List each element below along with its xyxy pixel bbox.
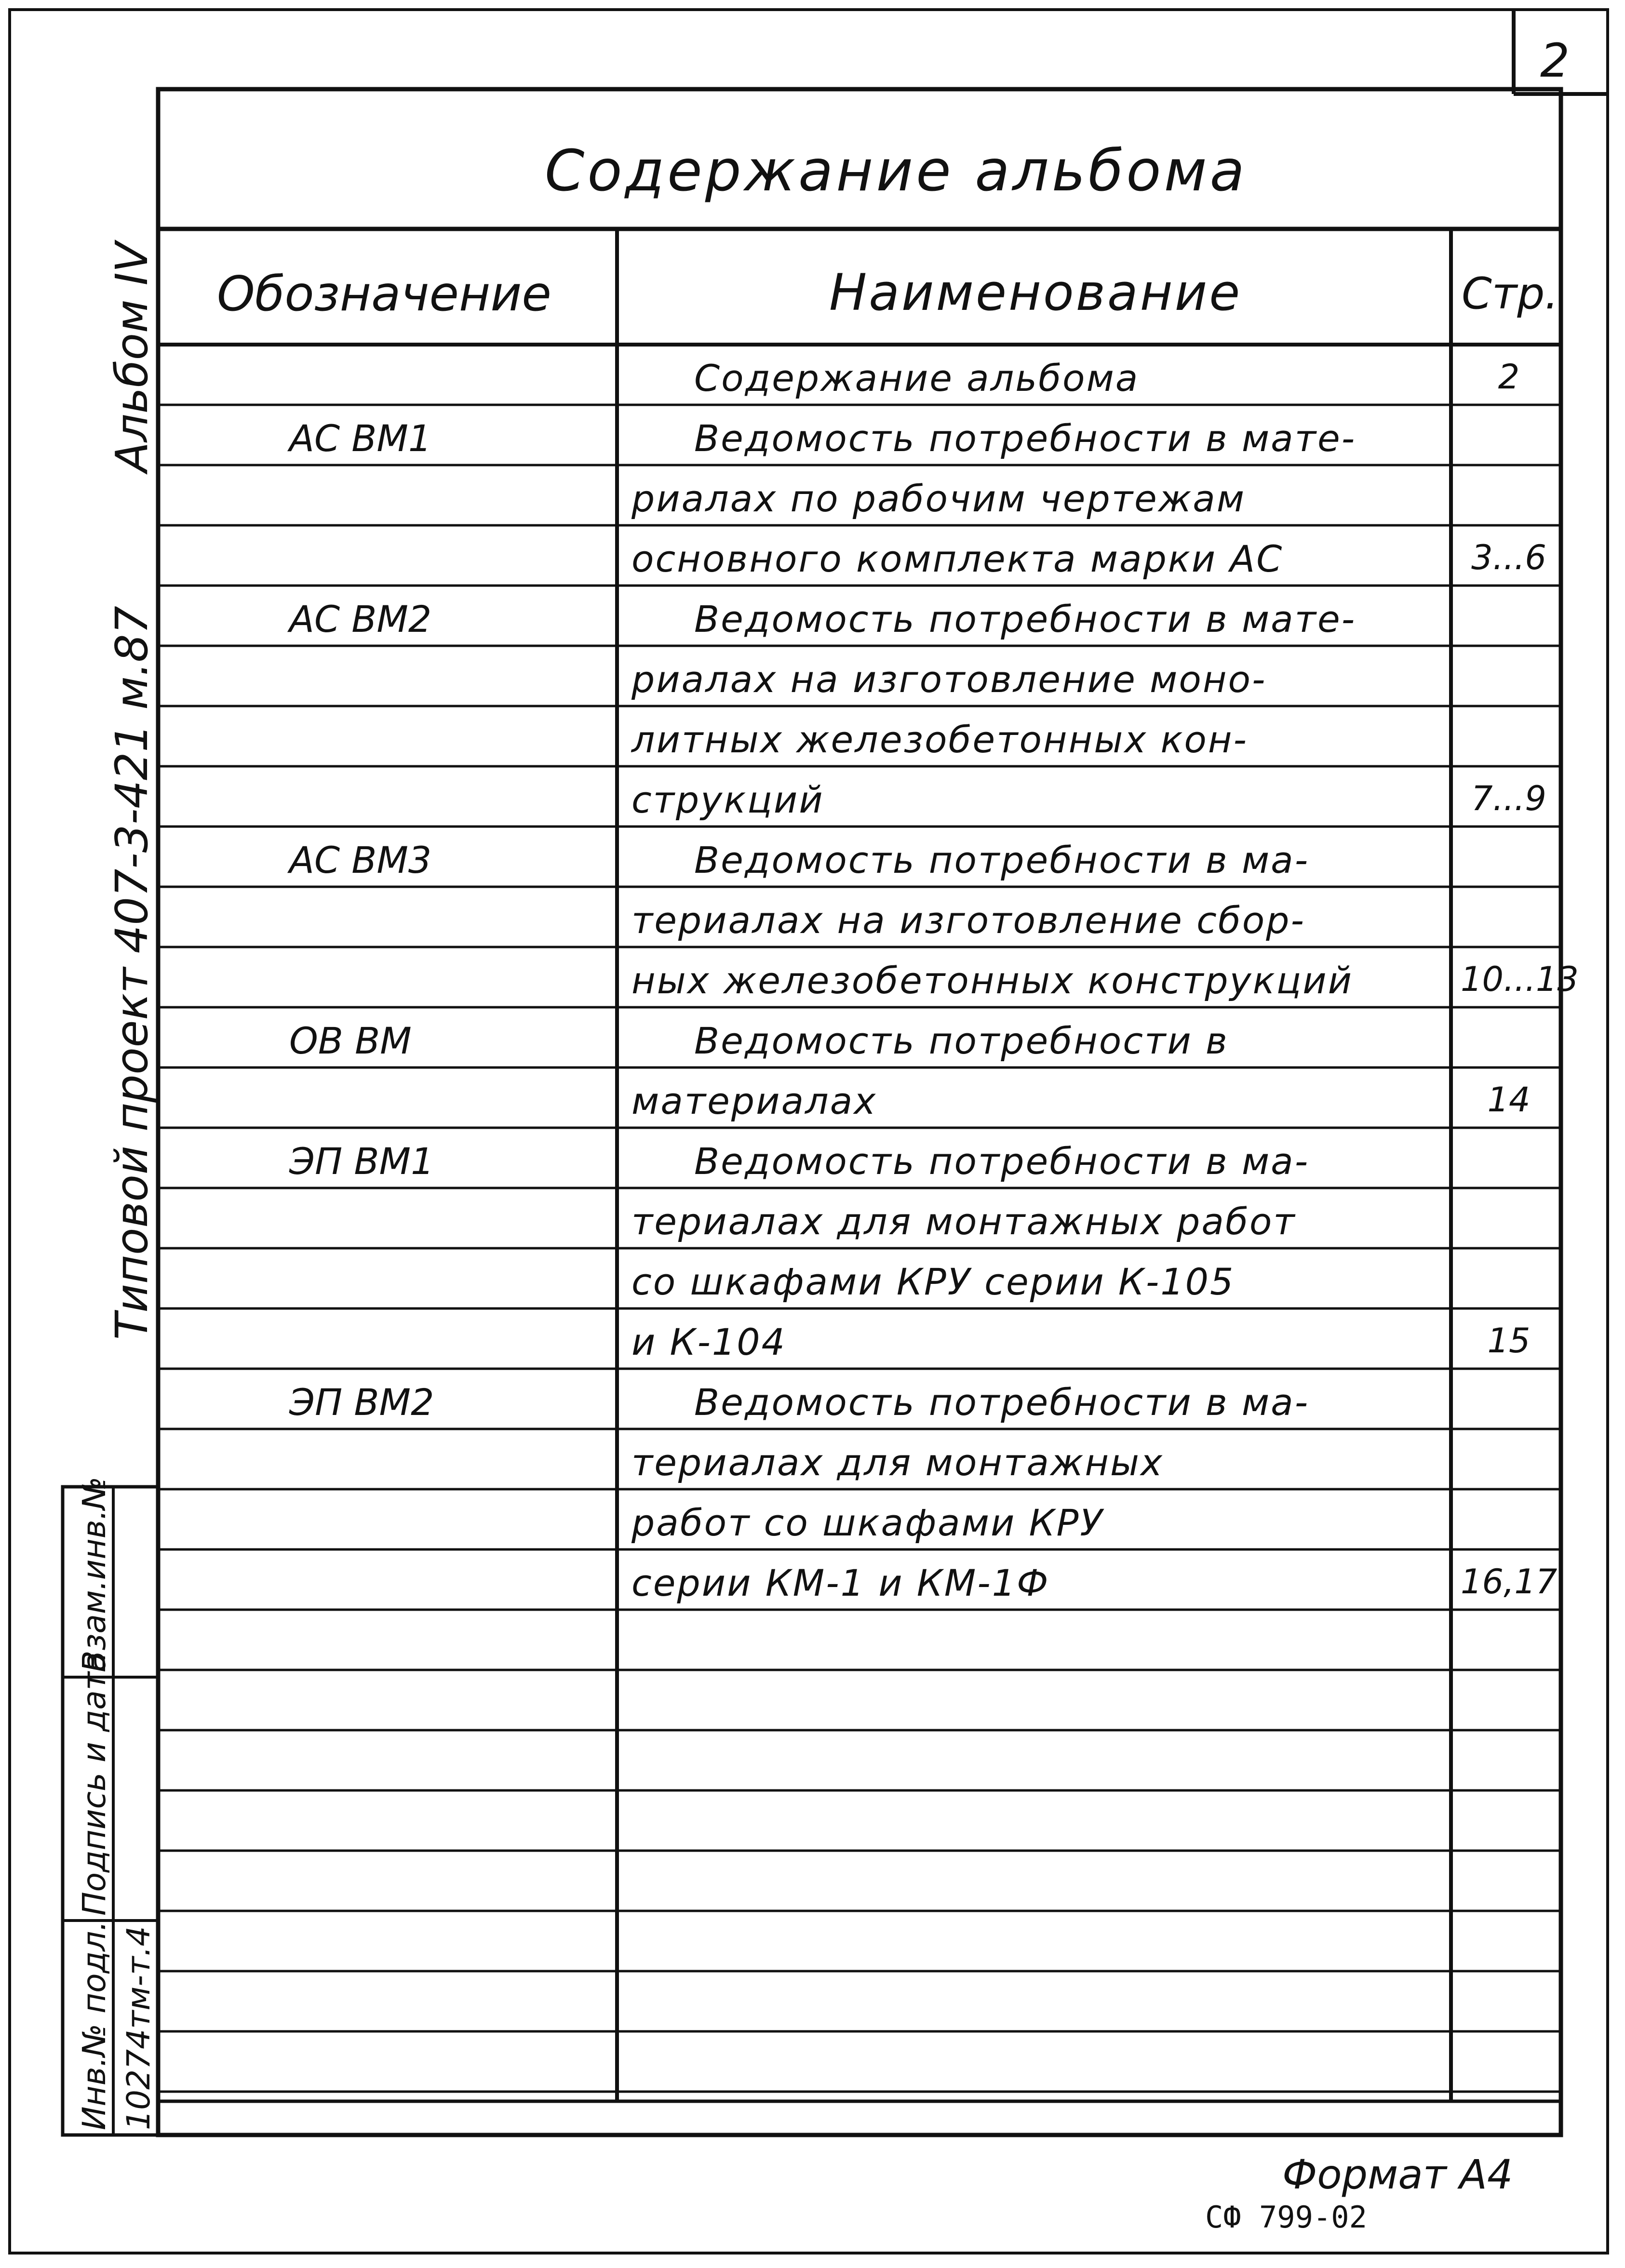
project-label: Типовой проект 407-3-421 м.87	[106, 606, 158, 1340]
row-name: риалах по рабочим чертежам	[631, 477, 1246, 520]
row-page: 3...6	[1471, 538, 1546, 577]
column-header-page: Стр.	[1462, 268, 1559, 319]
row-designation: АС ВМ3	[289, 839, 432, 881]
inv-orig-label: Инв.№ подл.	[76, 1921, 113, 2130]
column-header-name: Наименование	[829, 263, 1242, 322]
row-name: и К-104	[631, 1321, 786, 1363]
row-name: Ведомость потребности в мате-	[694, 417, 1356, 460]
replace-inv-label: Взам.инв.№	[76, 1476, 113, 1672]
row-name: Ведомость потребности в	[694, 1019, 1229, 1062]
inv-orig-value: 10274тм-т.4	[120, 1926, 157, 2130]
row-name: струкций	[631, 778, 824, 821]
row-name: материалах	[631, 1080, 877, 1122]
row-designation: ЭП ВМ2	[289, 1381, 434, 1424]
row-name: работ со шкафами КРУ	[631, 1501, 1104, 1544]
row-page: 15	[1487, 1321, 1531, 1361]
row-name: литных железобетонных кон-	[631, 718, 1248, 761]
row-name: териалах на изготовление сбор-	[631, 899, 1305, 942]
row-page: 2	[1498, 357, 1520, 397]
row-name: риалах на изготовление моно-	[631, 658, 1267, 701]
row-name: ных железобетонных конструкций	[631, 959, 1354, 1002]
row-page: 14	[1487, 1080, 1531, 1120]
row-designation: ЭП ВМ1	[289, 1140, 434, 1183]
row-designation: АС ВМ1	[289, 417, 432, 460]
page-number: 2	[1540, 34, 1570, 88]
row-name: териалах для монтажных	[631, 1441, 1164, 1484]
row-name: основного комплекта марки АС	[631, 537, 1284, 580]
row-page: 10...13	[1461, 960, 1579, 999]
row-designation: АС ВМ2	[289, 598, 432, 640]
row-page: 7...9	[1471, 779, 1546, 818]
row-page: 16,17	[1461, 1562, 1558, 1601]
page-title: Содержание альбома	[545, 137, 1248, 204]
form-code: СФ 799-02	[1205, 2200, 1367, 2235]
row-name: Ведомость потребности в ма-	[694, 839, 1310, 881]
row-name: териалах для монтажных работ	[631, 1200, 1296, 1243]
format-label: Формат А4	[1282, 2151, 1513, 2198]
row-name: Содержание альбома	[694, 357, 1140, 400]
row-designation: ОВ ВМ	[289, 1019, 412, 1062]
row-name: Ведомость потребности в мате-	[694, 598, 1356, 640]
row-name: Ведомость потребности в ма-	[694, 1381, 1310, 1424]
row-name: серии КМ-1 и КМ-1Ф	[631, 1561, 1050, 1604]
row-name: со шкафами КРУ серии К-105	[631, 1260, 1235, 1303]
row-name: Ведомость потребности в ма-	[694, 1140, 1310, 1183]
column-header-designation: Обозначение	[217, 266, 551, 322]
sign-date-label: Подпись и дата	[76, 1652, 113, 1916]
album-label: Альбом IV	[106, 242, 158, 472]
